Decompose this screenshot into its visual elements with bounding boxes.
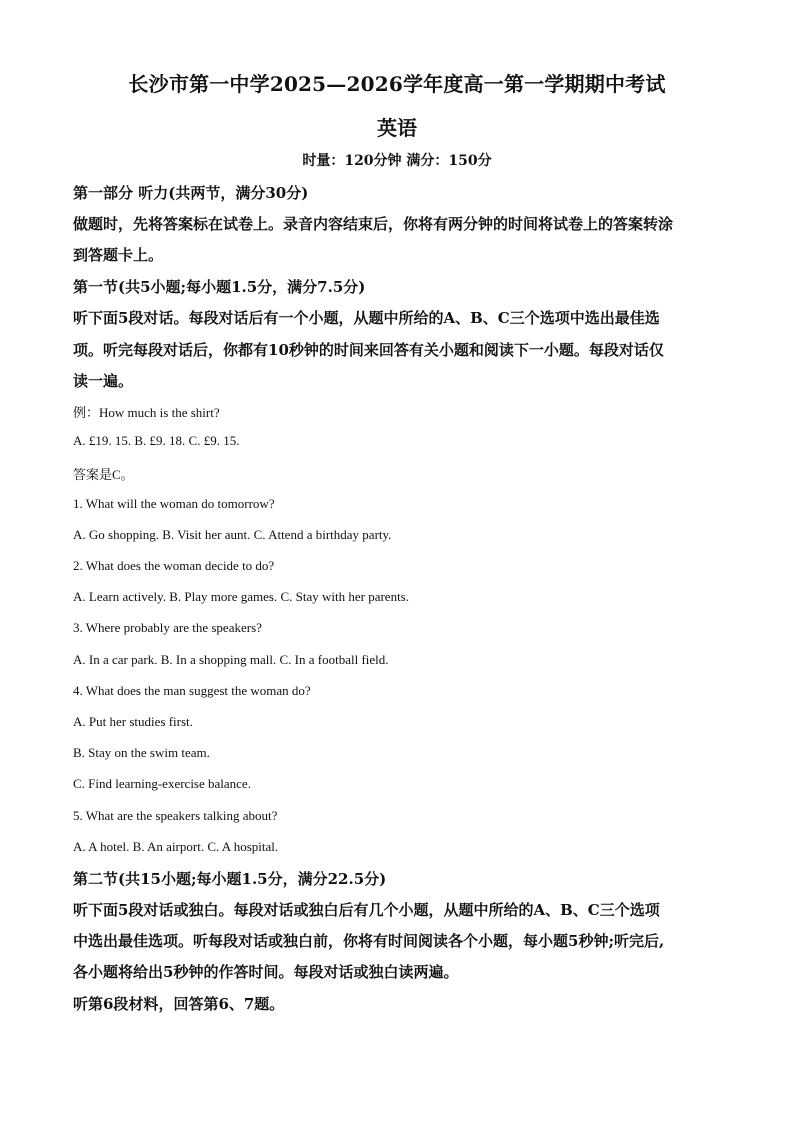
question-5-options: A. A hotel. B. An airport. C. A hospital.: [73, 839, 279, 854]
exam-title: 长沙市第一中学2025—2026学年度高一第一学期期中考试: [128, 72, 666, 96]
question-3-options: A. In a car park. B. In a shopping mall. C. In a football field.: [73, 652, 389, 667]
section2-instruction-line: 中选出最佳选项。听每段对话或独白前，你将有时间阅读各个小题，每小题5秒钟;听完后,: [73, 932, 665, 950]
section1-instruction-line: 读一遍。: [73, 372, 134, 390]
part1-instruction-line: 做题时，先将答案标在试卷上。录音内容结束后，你将有两分钟的时间将试卷上的答案转涂: [73, 215, 674, 233]
section2-material-prompt: 听第6段材料，回答第6、7题。: [73, 995, 285, 1013]
section2-heading: 第二节(共15小题;每小题1.5分，满分22.5分): [73, 870, 387, 888]
example-question: 例：How much is the shirt?: [73, 405, 220, 420]
question-4: 4. What does the man suggest the woman do?: [73, 683, 311, 698]
section1-instruction-line: 听下面5段对话。每段对话后有一个小题，从题中所给的A、B、C三个选项中选出最佳选: [73, 309, 660, 327]
example-answer: 答案是C。: [73, 467, 134, 482]
question-4-option-c: C. Find learning-exercise balance.: [73, 776, 251, 791]
question-1: 1. What will the woman do tomorrow?: [73, 496, 275, 511]
part1-heading: 第一部分 听力(共两节，满分30分): [73, 184, 309, 202]
question-5: 5. What are the speakers talking about?: [73, 808, 278, 823]
time-score-info: 时量：120分钟 满分：150分: [302, 153, 492, 169]
subject-title: 英语: [377, 116, 417, 140]
question-2-options: A. Learn actively. B. Play more games. C. Stay with her parents.: [73, 589, 409, 604]
question-4-option-b: B. Stay on the swim team.: [73, 745, 210, 760]
section1-instruction-line: 项。听完每段对话后，你都有10秒钟的时间来回答有关小题和阅读下一小题。每段对话仅: [73, 341, 664, 359]
example-options: A. £19. 15. B. £9. 18. C. £9. 15.: [73, 433, 240, 448]
section2-instruction-line: 各小题将给出5秒钟的作答时间。每段对话或独白读两遍。: [73, 963, 459, 981]
question-3: 3. Where probably are the speakers?: [73, 620, 262, 635]
question-4-option-a: A. Put her studies first.: [73, 714, 193, 729]
section2-instruction-line: 听下面5段对话或独白。每段对话或独白后有几个小题，从题中所给的A、B、C三个选项: [73, 901, 660, 919]
section1-heading: 第一节(共5小题;每小题1.5分，满分7.5分): [73, 278, 366, 296]
part1-instruction-line: 到答题卡上。: [73, 246, 164, 264]
question-2: 2. What does the woman decide to do?: [73, 558, 275, 573]
question-1-options: A. Go shopping. B. Visit her aunt. C. Attend a birthday party.: [73, 527, 392, 542]
